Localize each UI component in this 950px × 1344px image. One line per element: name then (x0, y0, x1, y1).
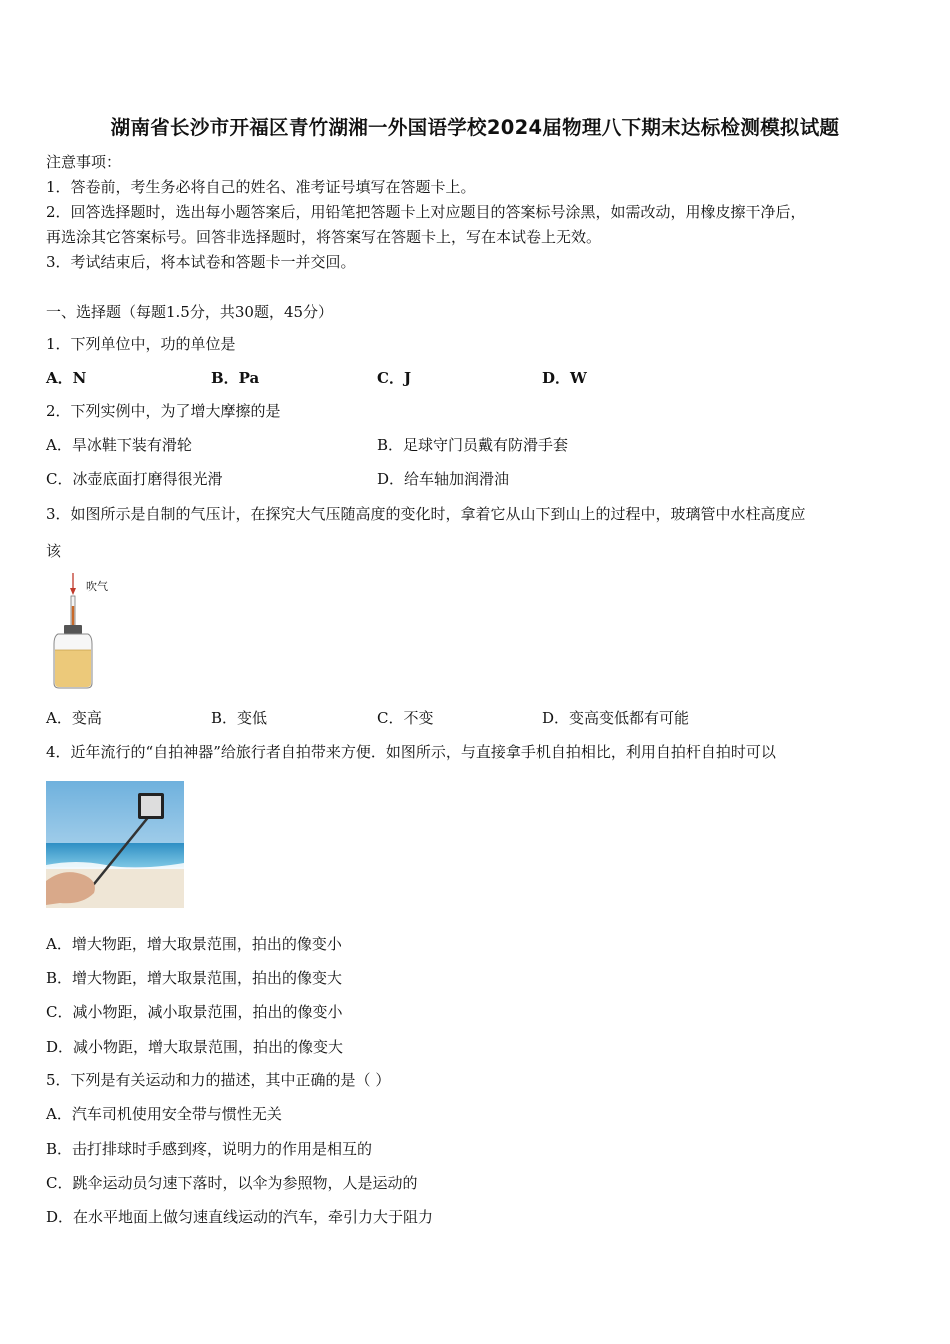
question-2-stem: 2．下列实例中，为了增大摩擦的是 (46, 402, 281, 420)
notice-item: 再选涂其它答案标号。回答非选择题时，将答案写在答题卡上，写在本试卷上无效。 (46, 228, 602, 246)
notice-item: 2．回答选择题时，选出每小题答案后，用铅笔把答题卡上对应题目的答案标号涂黑，如需改动，用橡皮擦干净后， (46, 203, 806, 221)
question-1-stem: 1．下列单位中，功的单位是 (46, 335, 236, 353)
figure-label-blow: 吹气 (86, 580, 108, 593)
q4-option-d: D．减小物距，增大取景范围，拍出的像变大 (46, 1038, 344, 1056)
question-3-stem-cont: 该 (46, 542, 62, 560)
notice-heading: 注意事项： (46, 153, 122, 171)
notice-item: 1．答卷前，考生务必将自己的姓名、准考证号填写在答题卡上。 (46, 178, 476, 196)
q4-option-b: B．增大物距，增大取景范围，拍出的像变大 (46, 969, 343, 987)
bottle-cap (64, 625, 82, 634)
question-4-stem: 4．近年流行的“自拍神器”给旅行者自拍带来方便．如图所示，与直接拿手机自拍相比，利用自拍杆自拍时可以 (46, 743, 776, 761)
selfie-stick-illustration (46, 781, 184, 908)
q1-option-d: D．W (542, 369, 587, 387)
q5-option-d: D．在水平地面上做匀速直线运动的汽车，牵引力大于阻力 (46, 1208, 434, 1226)
q3-option-b: B．变低 (211, 709, 268, 727)
q1-option-c: C．J (377, 369, 412, 387)
q5-option-b: B．击打排球时手感到疼，说明力的作用是相互的 (46, 1140, 373, 1158)
question-3-stem: 3．如图所示是自制的气压计，在探究大气压随高度的变化时，拿着它从山下到山上的过程中，玻璃管中水柱高度应 (46, 505, 806, 523)
q4-option-a: A．增大物距，增大取景范围，拍出的像变小 (46, 935, 342, 953)
page-title: 湖南省长沙市开福区青竹湖湘一外国语学校2024届物理八下期末达标检测模拟试题 (110, 116, 840, 139)
bottle-water (55, 650, 91, 687)
q1-option-a: A．N (46, 369, 87, 387)
q3-option-d: D．变高变低都有可能 (542, 709, 690, 727)
section-heading: 一、选择题（每题1.5分，共30题，45分） (46, 303, 334, 321)
q4-option-c: C．减小物距，减小取景范围，拍出的像变小 (46, 1003, 343, 1021)
q5-option-c: C．跳伞运动员匀速下落时，以伞为参照物，人是运动的 (46, 1174, 418, 1192)
question-5-stem: 5．下列是有关运动和力的描述，其中正确的是（ ） (46, 1071, 391, 1089)
selfie-stick-figure (46, 781, 184, 908)
q2-option-b: B．足球守门员戴有防滑手套 (377, 436, 569, 454)
q2-option-a: A．旱冰鞋下装有滑轮 (46, 436, 192, 454)
q2-option-c: C．冰壶底面打磨得很光滑 (46, 470, 223, 488)
barometer-figure (46, 570, 126, 692)
phone-screen (141, 796, 161, 816)
q5-option-a: A．汽车司机使用安全带与惯性无关 (46, 1105, 282, 1123)
q3-option-a: A．变高 (46, 709, 102, 727)
notice-item: 3．考试结束后，将本试卷和答题卡一并交回。 (46, 253, 356, 271)
q3-option-c: C．不变 (377, 709, 434, 727)
q1-option-b: B．Pa (211, 369, 260, 387)
q2-option-d: D．给车轴加润滑油 (377, 470, 510, 488)
arrow-head (70, 588, 76, 595)
